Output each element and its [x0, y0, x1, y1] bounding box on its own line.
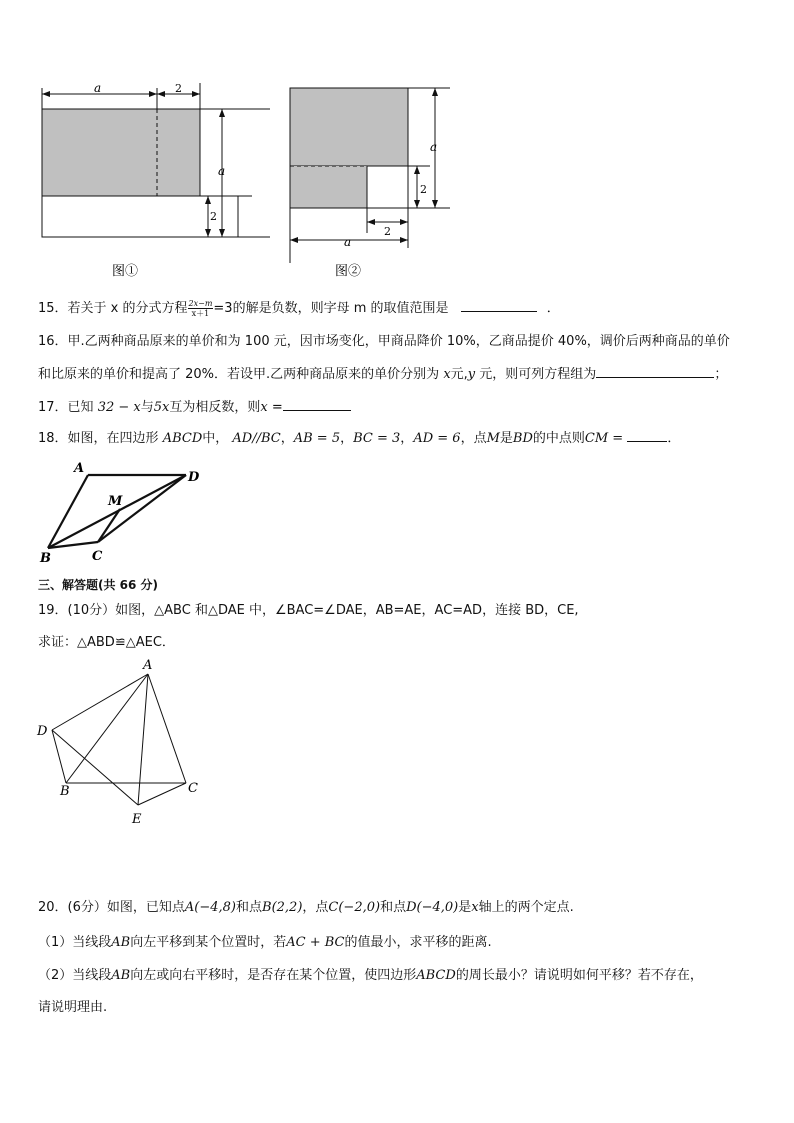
q19-line1: 19．(10分）如图，△ABC 和△DAE 中，∠BAC=∠DAE，AB=AE，AC=AD，连接 BD，CE,: [38, 603, 579, 618]
q20-s2c: 的周长最小？请说明如何平移？若不存在，: [455, 968, 703, 983]
q16-line2b: 元，则可列方程组为: [479, 367, 597, 382]
q20-p6: 轴上的两个定点.: [478, 900, 574, 915]
fig2-shaded-bottom: [290, 166, 367, 208]
q20-s1-ab: AB: [111, 935, 131, 950]
fig2-label-2-bottom: 2: [384, 225, 391, 238]
fig1-label-a-top: a: [94, 81, 102, 95]
question-20-part-2-cont: [38, 999, 107, 1017]
fig19-label-E: E: [132, 812, 142, 827]
q18-bd: BD: [512, 431, 533, 446]
q17-expr2: 5x: [153, 400, 170, 415]
fig19-label-C: C: [188, 781, 198, 796]
q17-expr1: 32 − x: [97, 400, 141, 415]
q18-c1: ，: [280, 431, 294, 446]
q18-prefix: 18．如图，在四边形: [38, 431, 159, 446]
question-19-line-2: [38, 634, 175, 652]
fig18-label-M: M: [108, 494, 123, 509]
q16-var-y: y: [467, 367, 476, 382]
q15-frac-numerator: 2x−m: [188, 299, 213, 308]
question-16-line-2: [38, 363, 727, 384]
question-20: [38, 899, 574, 917]
q20-s1c: 的值最小，求平移的距离.: [344, 935, 492, 950]
fig19-label-D: D: [37, 724, 48, 739]
figure-1: [30, 78, 280, 288]
q18-ad: AD = 6: [413, 431, 461, 446]
q15-suffix: 的解是负数，则字母 m 的取值范围是: [232, 301, 449, 316]
question-19-line-1: [38, 602, 579, 620]
q20-point-D: D(−4,0): [406, 900, 459, 915]
q16-var-x: x: [443, 367, 451, 382]
question-20-part-1: [38, 934, 492, 952]
fig1-label-a-right: a: [218, 164, 226, 178]
q20-p4: 和点: [380, 900, 407, 915]
q18-parallel: AD//BC: [232, 431, 281, 446]
fig18-label-A: A: [74, 461, 85, 476]
q20-p3: ，点: [302, 900, 329, 915]
q17-answer-blank[interactable]: [283, 396, 351, 411]
q18-shi: 是: [499, 431, 513, 446]
q16-line2a: 和比原来的单价和提高了 20%．若设甲.乙两种商品原来的单价分别为: [38, 367, 440, 382]
figure-2: [280, 78, 480, 288]
q15-eq: =3: [213, 301, 233, 316]
q18-end: ．: [667, 431, 681, 446]
section-3-title: 三、解答题(共 66 分): [38, 578, 159, 592]
q17-prefix: 17．已知: [38, 400, 94, 415]
q20-s1a: （1）当线段: [38, 935, 112, 950]
q15-fraction: [188, 299, 214, 318]
q20-point-C: C(−2,0): [328, 900, 381, 915]
q18-c4: ，点: [460, 431, 487, 446]
q20-s2-ab: AB: [111, 968, 131, 983]
fig18-label-C: C: [92, 549, 103, 564]
q20-s2-abcd: ABCD: [416, 968, 456, 983]
q17-mid: 与: [140, 400, 154, 415]
q18-answer-blank[interactable]: [627, 427, 667, 442]
q18-c2: ，: [340, 431, 354, 446]
q16-answer-blank[interactable]: [596, 363, 714, 378]
q17-var: x: [260, 400, 268, 415]
q20-s2a: （2）当线段: [38, 968, 112, 983]
q20-point-A: A(−4,8): [184, 900, 236, 915]
fig1-caption: 图①: [112, 264, 139, 279]
q18-abcd: ABCD: [162, 431, 203, 446]
fig19-label-A: A: [143, 658, 153, 673]
q20-s2d: 请说明理由.: [38, 1000, 108, 1015]
q17-eq: =: [267, 400, 283, 415]
fig2-label-a-bottom: a: [344, 235, 352, 249]
fig2-shaded-top: [290, 88, 408, 166]
q16-end: ；: [714, 367, 728, 382]
q15-end: ．: [546, 301, 560, 316]
q20-s1-expr: AC + BC: [286, 935, 345, 950]
figure-19: [34, 655, 214, 830]
q16-yuan1: 元,: [450, 367, 468, 382]
fig1-shaded-rect: [42, 109, 200, 196]
fig1-label-2-right: 2: [210, 210, 217, 223]
fig2-label-a-right: a: [430, 140, 438, 154]
q18-m: M: [486, 431, 500, 446]
q20-p1: 20．(6分）如图，已知点: [38, 900, 185, 915]
q20-s1b: 向左平移到某个位置时，若: [130, 935, 287, 950]
q17-suffix: 互为相反数，则: [169, 400, 261, 415]
question-16-line-1: [38, 333, 730, 351]
q18-bc: BC = 3: [353, 431, 401, 446]
question-18: [38, 427, 680, 448]
question-20-part-2: [38, 967, 703, 985]
q16-line1: 16．甲.乙两种商品原来的单价和为 100 元，因市场变化，甲商品降价 10%，乙商品提价 40%，调价后两种商品的单价: [38, 334, 730, 349]
q19-line2: 求证：△ABD≌△AEC．: [38, 635, 175, 650]
q18-mid: 的中点则: [532, 431, 585, 446]
q20-point-B: B(2,2): [262, 900, 303, 915]
fig18-label-D: D: [188, 470, 200, 485]
section-3-heading: [38, 576, 158, 594]
q18-c3: ，: [400, 431, 414, 446]
q20-x: x: [471, 900, 479, 915]
fig18-label-B: B: [40, 551, 51, 566]
fig2-label-2-right: 2: [420, 183, 427, 196]
q15-prefix: 15．若关于 x 的分式方程: [38, 301, 188, 316]
q15-frac-denominator: x＋1: [191, 309, 210, 318]
question-15: [38, 297, 560, 318]
q18-cm: CM =: [584, 431, 624, 446]
q18-zhong: 中，: [202, 431, 229, 446]
q15-answer-blank[interactable]: [461, 297, 537, 312]
q18-ab: AB = 5: [293, 431, 341, 446]
fig1-label-2-top: 2: [175, 82, 182, 95]
fig19-label-B: B: [60, 784, 70, 799]
question-17: [38, 396, 351, 417]
fig2-caption: 图②: [335, 264, 362, 279]
figure-18: [36, 458, 216, 570]
q20-p2: 和点: [236, 900, 263, 915]
q20-p5: 是: [458, 900, 472, 915]
q20-s2b: 向左或向右平移时，是否存在某个位置，使四边形: [130, 968, 417, 983]
